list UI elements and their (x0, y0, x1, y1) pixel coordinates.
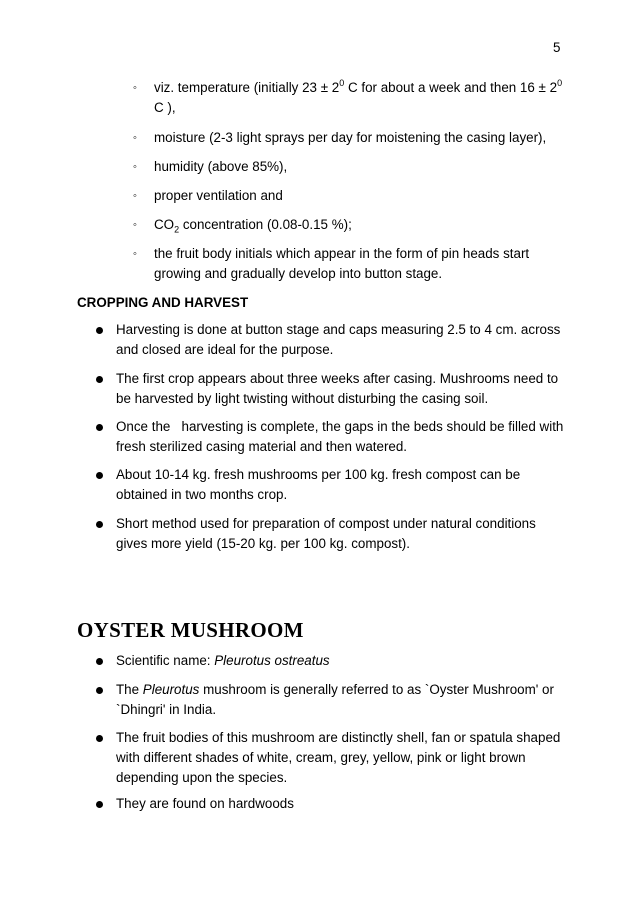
list-item-text: The fruit bodies of this mushroom are distinctly shell, fan or spatula shaped with different shades of white, cream, grey, yellow, pink or light brown depending upon the species. (116, 730, 561, 785)
list-item-text: Once the harvesting is complete, the gaps in the beds should be filled with fresh sterilized casing material and then watered. (116, 419, 568, 454)
list-item-text: moisture (2-3 light sprays per day for moistening the casing layer), (154, 130, 547, 145)
hollow-bullet-icon: ◦ (133, 248, 137, 260)
bullet-icon (96, 735, 103, 742)
list-item-text: Harvesting is done at button stage and caps measuring 2.5 to 4 cm. across and closed are ideal for the purpose. (116, 322, 561, 357)
list-item-text: They are found on hardwoods (116, 796, 294, 811)
bullet-icon (96, 521, 103, 528)
list-item-text: Scientific name: Pleurotus ostreatus (116, 653, 330, 668)
bullet-icon (96, 472, 103, 479)
bullet-icon (96, 658, 103, 665)
hollow-bullet-icon: ◦ (133, 82, 137, 94)
bullet-icon (96, 687, 103, 694)
list-item-text: the fruit body initials which appear in the form of pin heads start growing and gradually develop into button stage. (154, 246, 530, 281)
bullet-icon (96, 801, 103, 808)
bullet-icon (96, 376, 103, 383)
bullet-icon (96, 327, 103, 334)
page-number: 5 (553, 40, 561, 55)
list-item-text: humidity (above 85%), (154, 159, 288, 174)
list-item-text: The first crop appears about three weeks after casing. Mushrooms need to be harvested by light twisting without disturbing the casing soil. (116, 371, 559, 406)
section-heading-cropping: CROPPING AND HARVEST (77, 295, 249, 310)
list-item-text: The Pleurotus mushroom is generally referred to as `Oyster Mushroom' or `Dhingri' in India. (116, 682, 554, 717)
hollow-bullet-icon: ◦ (133, 132, 137, 144)
list-item-text: Short method used for preparation of compost under natural conditions gives more yield (15-20 kg. per 100 kg. compost). (116, 516, 536, 551)
list-item-text: $CO_2$ concentration (0.08-0.15 %); (154, 217, 352, 235)
hollow-bullet-icon: ◦ (133, 161, 137, 173)
section-heading-oyster: OYSTER MUSHROOM (77, 618, 304, 642)
hollow-bullet-icon: ◦ (133, 190, 137, 202)
list-item-text: About 10-14 kg. fresh mushrooms per 100 kg. fresh compost can be obtained in two months crop. (116, 467, 521, 502)
list-item-text: proper ventilation and (154, 188, 283, 203)
hollow-bullet-icon: ◦ (133, 219, 137, 231)
bullet-icon (96, 424, 103, 431)
list-item-text: viz. temperature (initially $23 \pm 2^0$ C for about a week and then $16 \pm 2^0$ C ), (154, 78, 563, 115)
